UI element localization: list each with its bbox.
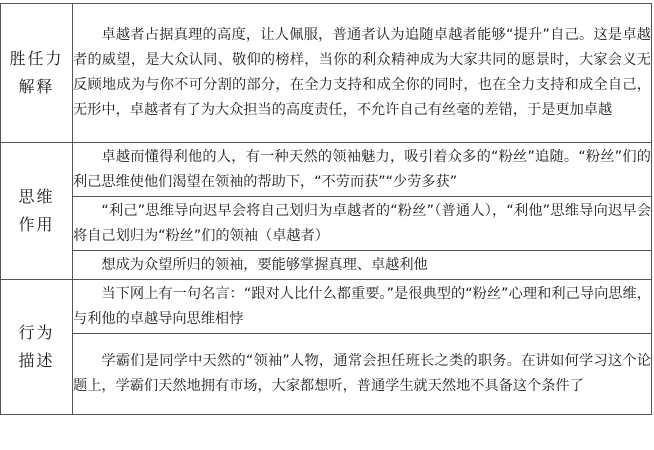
table-row-competency-explanation [1, 4, 652, 143]
content-paragraph: 卓越而懂得利他的人，有一种天然的领袖魅力，吸引着众多的“粉丝”追随。“粉丝”们的利己思维使他们渴望在领袖的帮助下，“不劳而获”“少劳多获” [73, 143, 652, 197]
row-label-behavior-description [1, 280, 73, 415]
table-row-thinking-function [1, 197, 652, 251]
row-label-line: 描述 [18, 351, 55, 370]
row-label-line: 作用 [18, 215, 55, 234]
table-row-thinking-function [1, 251, 652, 280]
content-paragraph: “利己”思维导向迟早会将自己划归为卓越者的“粉丝”（普通人），“利他”思维导向迟早会将自己划归为“粉丝”们的领袖（卓越者） [73, 197, 652, 251]
content-paragraph: 当下网上有一句名言：“跟对人比什么都重要。”是很典型的“粉丝”心理和利己导向思维，与利他的卓越导向思维相悖 [73, 280, 652, 334]
table-row-behavior-description [1, 334, 652, 415]
row-label-thinking-function [1, 143, 73, 280]
row-label-line: 思维 [18, 187, 55, 206]
row-label-line: 胜任力 [9, 49, 64, 68]
competency-table [0, 3, 652, 415]
row-label-competency-explanation [1, 4, 73, 143]
table-row-behavior-description [1, 280, 652, 334]
content-paragraph: 学霸们是同学中天然的“领袖”人物，通常会担任班长之类的职务。在讲如何学习这个论题上，学霸们天然地拥有市场，大家都想听，普通学生就天然地不具备这个条件了 [73, 334, 652, 415]
content-paragraph: 想成为众望所归的领袖，要能够掌握真理、卓越利他 [73, 251, 652, 280]
row-label-line: 行为 [18, 323, 55, 342]
table-row-thinking-function [1, 143, 652, 197]
row-label-line: 解释 [18, 77, 55, 96]
content-paragraph: 卓越者占据真理的高度，让人佩服，普通者认为追随卓越者能够“提升”自己。这是卓越者的威望，是大众认同、敬仰的榜样，当你的利众精神成为大家共同的愿景时，大家会义无反顾地成为与你不可分割的部分，在全力支持和成全你的同时，也在全力支持和成全自己，无形中，卓越者有了为大众担当的高度责任，不允许自己有丝毫的差错，于是更加卓越 [73, 4, 652, 143]
